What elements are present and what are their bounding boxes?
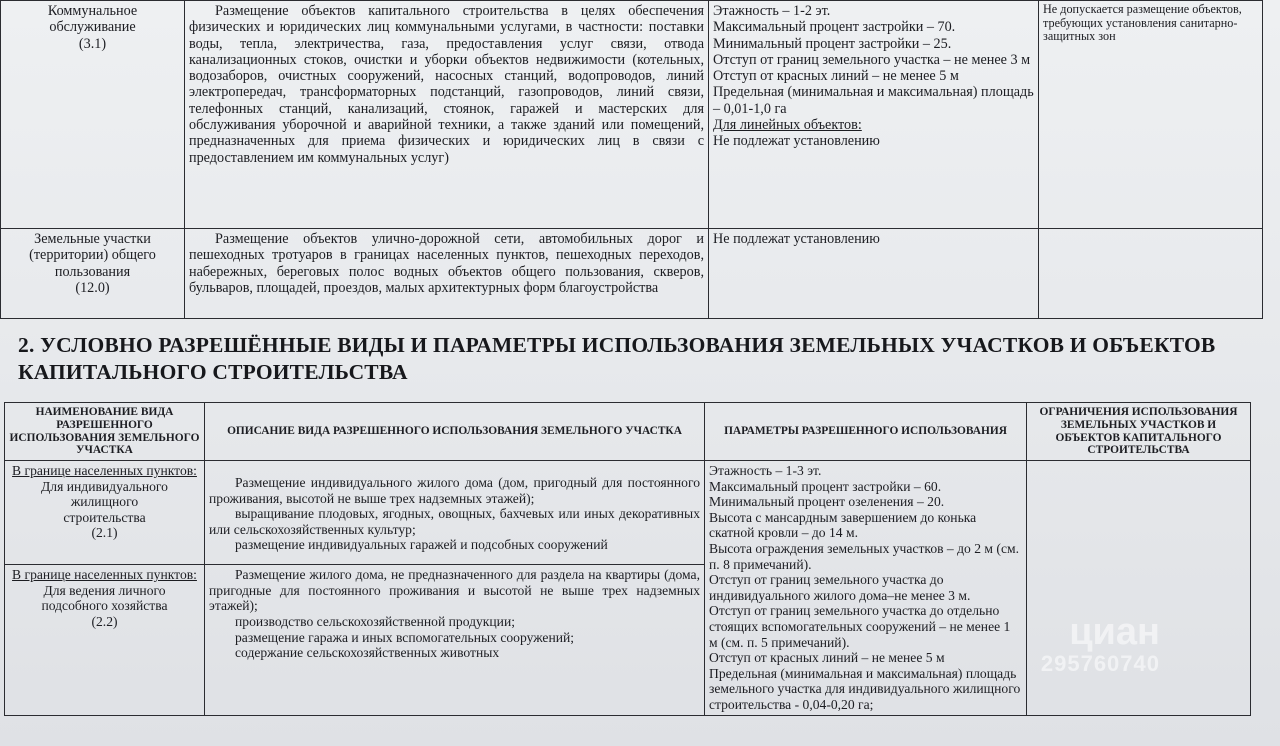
restrictions-cell: Не допускается размещение объектов, требующих установления санитарно-защитных зон (1039, 1, 1263, 229)
param-line: Этажность – 1-3 эт. (709, 463, 822, 478)
use-name-cell (1, 1, 185, 229)
watermark-brand: циан (1069, 611, 1160, 653)
description-line: Размещение индивидуального жилого дома (дом, пригодный для постоянного проживания, высотой не выше трех надземных этажей); (209, 475, 700, 506)
param-line: Отступ от границ земельного участка – не менее 3 м (713, 51, 1031, 68)
description-line: производство сельскохозяйственной продукции; (235, 613, 516, 629)
table-row (1, 229, 1263, 319)
watermark-id: 295760740 (1040, 651, 1160, 676)
use-code: (12.0) (75, 279, 110, 296)
params-cell (709, 1, 1039, 229)
use-name-line: Земельные участки (34, 231, 151, 247)
params-cell (705, 461, 1027, 716)
use-name-line: Коммунальное (47, 3, 138, 19)
param-line: Минимальный процент застройки – 25. (713, 35, 952, 52)
restrictions-cell (1039, 229, 1263, 319)
table-header-row (5, 403, 1251, 461)
description-line: размещение индивидуальных гаражей и подсобных сооружений (235, 537, 608, 553)
param-subheading: Для линейных объектов: (713, 117, 862, 134)
use-description-cell: Размещение объектов улично-дорожной сети, автомобильных дорог и пешеходных тротуаров в границах населенных пунктов, пешеходных переходов, набережных, береговых полос водных объектов общего пользования, скверов, бульваров, площадей, проездов, малых архитектурных форм благоустройства (185, 229, 709, 319)
param-line: Максимальный процент застройки – 70. (713, 19, 956, 36)
table-row (1, 1, 1263, 229)
column-header-name: НАИМЕНОВАНИЕ ВИДА РАЗРЕШЕННОГО ИСПОЛЬЗОВАНИЯ ЗЕМЕЛЬНОГО УЧАСТКА (5, 403, 205, 461)
use-code: (2.2) (91, 613, 118, 629)
param-line: Отступ от границ земельного участка до индивидуального жилого дома–не менее 3 м. (709, 572, 971, 603)
param-line: Высота ограждения земельных участков – до 2 м (см. п. 8 примечаний). (709, 540, 1019, 572)
param-line: Не подлежат установлению (713, 231, 880, 247)
param-line: Минимальный процент озеленения – 20. (709, 494, 945, 510)
param-line: Отступ от границ земельного участка до отдельно стоящих вспомогательных сооружений – не менее 1 м (см. п. 5 примечаний). (709, 603, 1011, 650)
param-line: Высота с мансардным завершением до конька скатной кровли – до 14 м. (709, 509, 977, 541)
use-name-cell (1, 229, 185, 319)
permitted-uses-table (0, 0, 1263, 319)
description-line: размещение гаража и иных вспомогательных сооружений; (235, 629, 575, 645)
param-line: Отступ от красных линий – не менее 5 м (713, 68, 959, 85)
use-name-line: Для индивидуального (41, 478, 168, 494)
description-line: Размещение жилого дома, не предназначенного для раздела на квартиры (дома, пригодные для постоянного проживания и высотой не выше трех надземных этажей); (209, 567, 700, 614)
description-line: содержание сельскохозяйственных животных (235, 645, 500, 661)
use-name-line: обслуживание (49, 19, 136, 36)
use-name-line: подсобного хозяйства (41, 598, 168, 614)
use-name-cell (5, 565, 205, 715)
param-line: Предельная (минимальная и максимальная) площадь – 0,01-1,0 га (713, 84, 1034, 117)
section-heading: 2. УСЛОВНО РАЗРЕШЁННЫЕ ВИДЫ И ПАРАМЕТРЫ ИСПОЛЬЗОВАНИЯ ЗЕМЕЛЬНЫХ УЧАСТКОВ И ОБЪЕКТОВ КАПИТАЛЬНОГО СТРОИТЕЛЬСТВА (18, 333, 1216, 384)
use-code: (2.1) (91, 525, 118, 541)
param-line: Не подлежат установлению (713, 133, 880, 150)
restrictions-cell (1027, 461, 1251, 716)
param-line: Отступ от красных линий – не менее 5 м (709, 650, 945, 666)
use-name-line: Для ведения личного (43, 582, 166, 598)
use-location-note: В границе населенных пунктов: (12, 463, 197, 478)
param-line: Предельная (минимальная и максимальная) площадь земельного участка для индивидуального жилищного строительства - 0,04-0,20 га; (709, 665, 1021, 712)
table-row (5, 461, 1251, 565)
use-name-line: (территории) общего (29, 247, 156, 264)
use-name-cell (5, 461, 205, 565)
column-header-description: ОПИСАНИЕ ВИДА РАЗРЕШЕННОГО ИСПОЛЬЗОВАНИЯ ЗЕМЕЛЬНОГО УЧАСТКА (205, 403, 705, 461)
use-description-cell: Размещение объектов капитального строительства в целях обеспечения физических и юридических лиц коммунальными услугами, в частности: поставки воды, тепла, электричества, газа, предоставления услуг связи, отвода канализационных стоков, очистки и уборки объектов недвижимости (котельных, водозаборов, очистных сооружений, насосных станций, водопроводов, линий электропередач, трансформаторных подстанций, газопроводов, линий связи, телефонных станций, канализаций, стоянок, гаражей и мастерских для обслуживания уборочной и аварийной техники, а также зданий или помещений, предназначенных для приема физических и юридических лиц в связи с предоставлением им коммунальных услуг) (185, 1, 709, 229)
param-line: Этажность – 1-2 эт. (713, 3, 831, 19)
param-line: Максимальный процент застройки – 60. (709, 478, 942, 494)
params-cell (709, 229, 1039, 319)
column-header-params: ПАРАМЕТРЫ РАЗРЕШЕННОГО ИСПОЛЬЗОВАНИЯ (705, 403, 1027, 461)
use-name-line: пользования (54, 263, 131, 280)
use-description-cell (205, 461, 705, 565)
use-location-note: В границе населенных пунктов: (12, 567, 197, 583)
use-code: (3.1) (78, 35, 107, 52)
description-line: выращивание плодовых, ягодных, овощных, бахчевых или иных декоративных или сельскохозяйственных культур; (209, 506, 700, 537)
column-header-restrictions: ОГРАНИЧЕНИЯ ИСПОЛЬЗОВАНИЯ ЗЕМЕЛЬНЫХ УЧАСТКОВ И ОБЪЕКТОВ КАПИТАЛЬНОГО СТРОИТЕЛЬСТВА (1027, 403, 1251, 461)
use-name-line: жилищного (70, 494, 139, 510)
watermark (1010, 612, 1160, 676)
use-description-cell (205, 565, 705, 715)
use-name-line: строительства (63, 509, 146, 525)
